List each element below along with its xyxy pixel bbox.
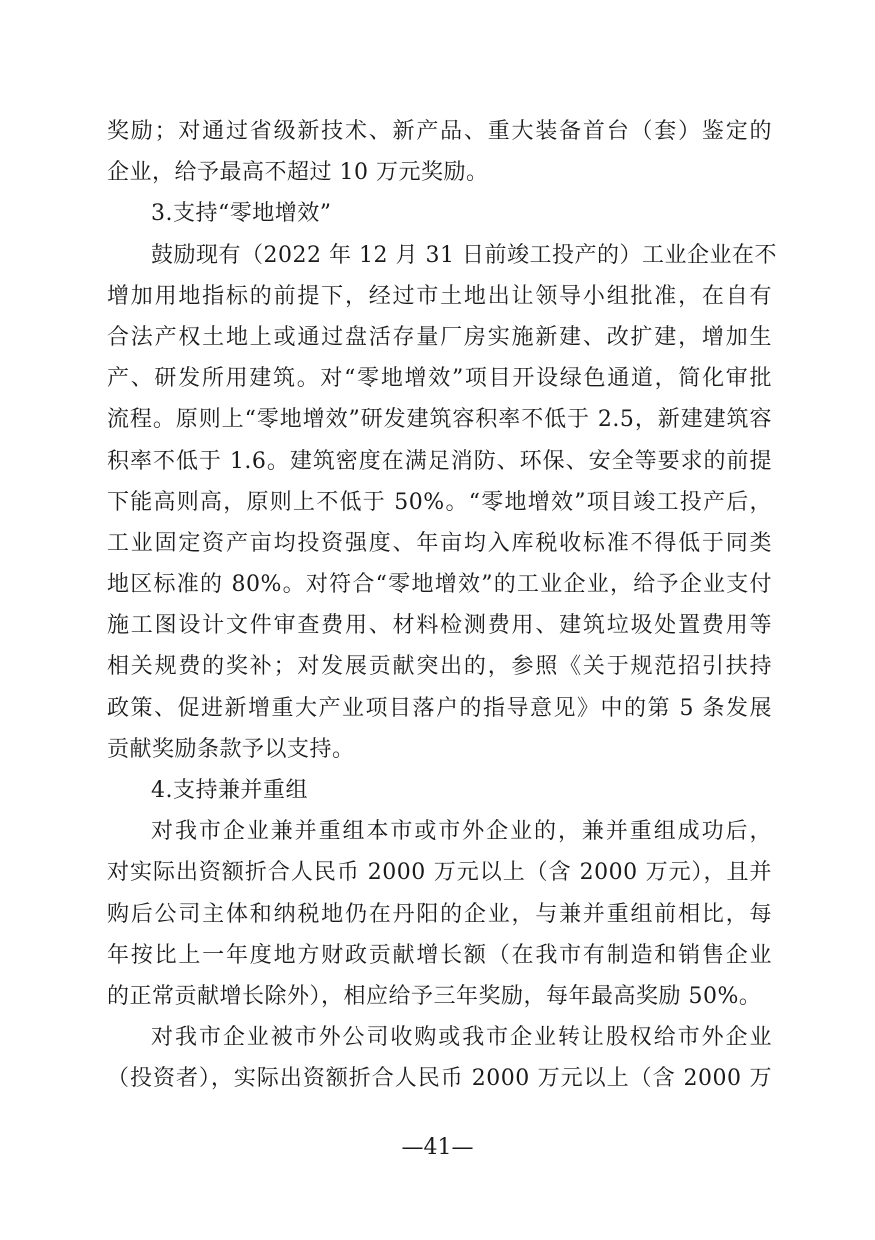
page-number: —41— — [401, 1135, 474, 1160]
text-line: 企业，给予最高不超过 10 万元奖励。 — [107, 160, 489, 186]
text-line: 购后公司主体和纳税地仍在丹阳的企业，与兼并重组前相比，每 — [107, 901, 772, 927]
section-heading: 3.支持“零地增效” — [151, 201, 332, 227]
text-line: 年按比上一年度地方财政贡献增长额（在我市有制造和销售企业 — [107, 942, 772, 968]
text-line: 合法产权土地上或通过盘活存量厂房实施新建、改扩建，增加生 — [107, 324, 772, 350]
text-line: 施工图设计文件审查费用、材料检测费用、建筑垃圾处置费用等 — [107, 613, 772, 639]
document-body — [107, 111, 777, 1100]
text-line: 贡献奖励条款予以支持。 — [107, 736, 355, 762]
text-line: 对我市企业被市外公司收购或我市企业转让股权给市外企业 — [151, 1025, 772, 1051]
text-line: 产、研发所用建筑。对“零地增效”项目开设绿色通道，简化审批 — [107, 366, 772, 392]
text-line: 对实际出资额折合人民币 2000 万元以上（含 2000 万元），且并 — [107, 860, 772, 886]
text-line: 积率不低于 1.6。建筑密度在满足消防、环保、安全等要求的前提 — [107, 448, 772, 474]
text-line: 对我市企业兼并重组本市或市外企业的，兼并重组成功后， — [151, 819, 772, 845]
text-line: 流程。原则上“零地增效”研发建筑容积率不低于 2.5，新建建筑容 — [107, 407, 772, 433]
text-line: 相关规费的奖补；对发展贡献突出的，参照《关于规范招引扶持 — [107, 654, 772, 680]
text-line: （投资者），实际出资额折合人民币 2000 万元以上（含 2000 万 — [107, 1066, 772, 1092]
text-line: 地区标准的 80%。对符合“零地增效”的工业企业，给予企业支付 — [107, 572, 772, 598]
text-line: 的正常贡献增长除外），相应给予三年奖励，每年最高奖励 50%。 — [107, 983, 762, 1009]
text-line: 政策、促进新增重大产业项目落户的指导意见》中的第 5 条发展 — [107, 695, 772, 721]
text-line: 鼓励现有（2022 年 12 月 31 日前竣工投产的）工业企业在不 — [151, 242, 777, 268]
section-heading: 4.支持兼并重组 — [151, 778, 308, 803]
text-line: 下能高则高，原则上不低于 50%。“零地增效”项目竣工投产后， — [107, 489, 772, 515]
text-line: 工业固定资产亩均投资强度、年亩均入库税收标准不得低于同类 — [107, 530, 772, 556]
text-line: 奖励；对通过省级新技术、新产品、重大装备首台（套）鉴定的 — [107, 119, 772, 144]
text-line: 增加用地指标的前提下，经过市土地出让领导小组批准，在自有 — [107, 283, 772, 309]
